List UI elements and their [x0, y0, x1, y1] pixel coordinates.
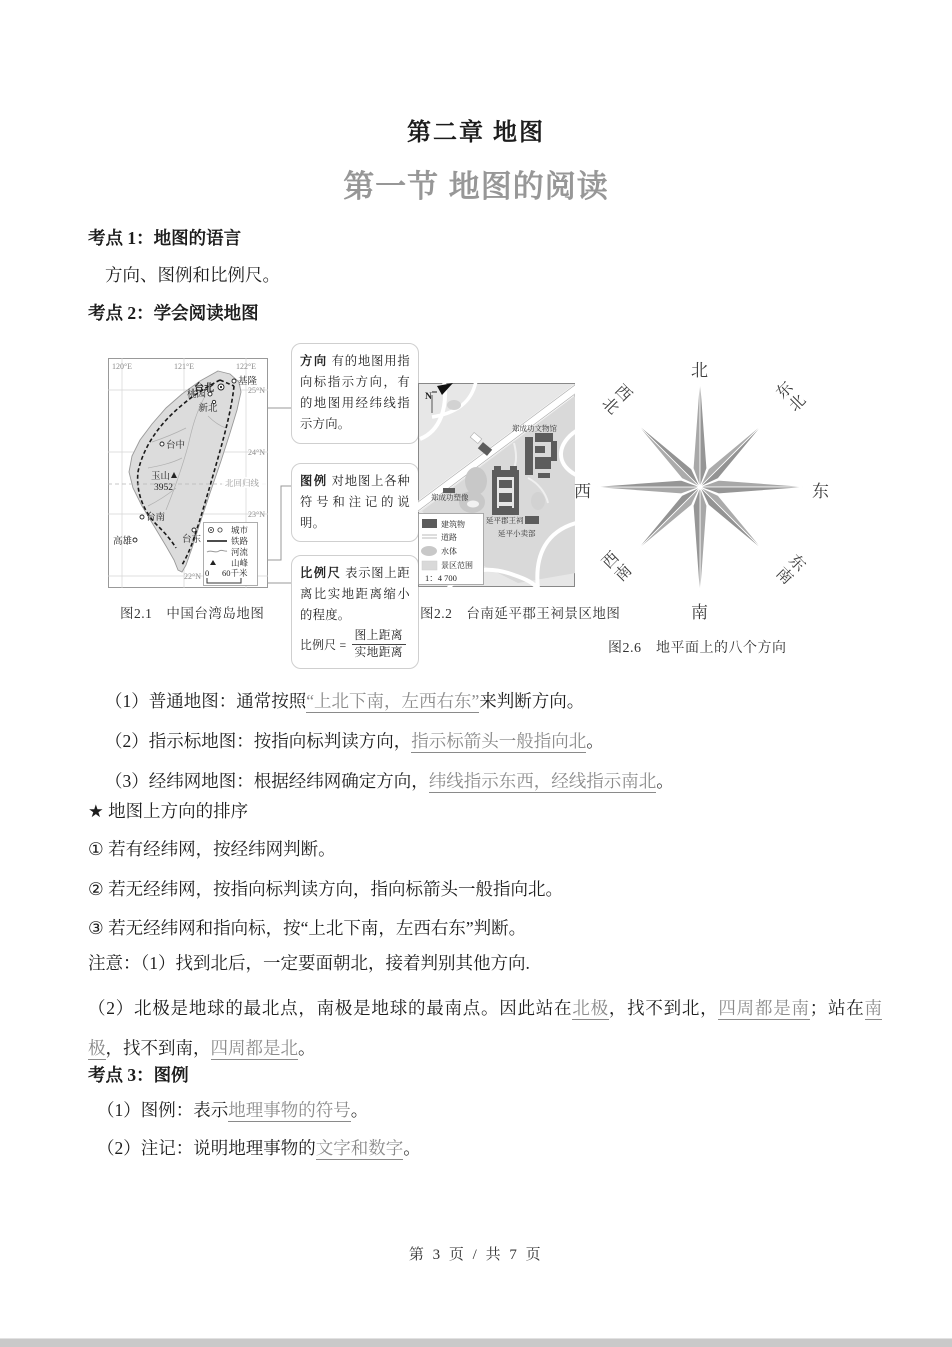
tainan-map — [418, 383, 575, 587]
rule-1-pre: （1）普通地图：通常按照 — [105, 691, 307, 711]
rule-2-pre: （2）指示标地图：按指向标判读方向， — [105, 731, 412, 751]
callout-direction — [291, 343, 419, 444]
north-letter: N — [425, 392, 432, 402]
compass-label-north: 北 — [691, 361, 708, 380]
compass-label-northwest: 西北 — [596, 379, 635, 417]
compass-label-southeast: 东南 — [770, 549, 809, 587]
label-taoyuan: 桃园 — [186, 390, 206, 400]
k3b-pre: （2）注记：说明地理事物的 — [97, 1138, 316, 1158]
legend-ratio-label: 1：4 700 — [425, 573, 457, 583]
note-2-u3: 南极 — [88, 998, 883, 1058]
kaodian2-heading: 考点 2：学会阅读地图 — [88, 303, 259, 323]
lat-24: 24°N — [248, 448, 265, 457]
note-2-u1: 北极 — [572, 998, 609, 1018]
label-shrine: 延平郡王祠 — [486, 516, 524, 525]
legend-scale-end: 60千米 — [222, 568, 248, 578]
rule-1-underlined: “上北下南，左西右东” — [306, 691, 480, 711]
kaodian3-item-2 — [88, 1135, 897, 1160]
compass-label-northeast: 东北 — [770, 379, 809, 417]
label-shop: 延平小卖部 — [498, 529, 536, 538]
label-xinbei: 新北 — [198, 404, 218, 414]
star-icon: ★ — [88, 801, 104, 821]
callout-legend — [291, 463, 419, 542]
tainan-map-legend — [419, 514, 484, 585]
note-2-u2: 四周都是南 — [718, 998, 810, 1018]
callout-direction-term: 方向 — [300, 354, 328, 368]
compass-label-south: 南 — [691, 603, 708, 622]
legend-scale-zero: 0 — [205, 568, 210, 578]
kaodian3-item-1 — [88, 1097, 897, 1122]
taiwan-map-legend — [204, 523, 258, 586]
rule-2-underlined: 指示标箭头一般指向北 — [411, 731, 587, 751]
note-1: 注意：（1）找到北后，一定要面朝北，接着判别其他方向. — [88, 953, 530, 973]
kaodian3-heading: 考点 3：图例 — [88, 1065, 189, 1085]
callout-legend-term: 图例 — [300, 474, 328, 488]
page-bottom-edge — [0, 1338, 952, 1347]
label-taipei: 台北 — [194, 383, 214, 394]
order-item-1: ① 若有经纬网，按经纬网判断。 — [88, 839, 336, 859]
compass-label-west: 西 — [574, 482, 591, 501]
k3a-underlined: 地理事物的符号 — [228, 1100, 351, 1120]
k3a-post: 。 — [350, 1100, 369, 1120]
order-heading — [88, 798, 888, 823]
lon-121: 121°E — [173, 362, 195, 371]
label-taizhong: 台中 — [166, 441, 186, 451]
k3b-underlined: 文字和数字 — [315, 1138, 404, 1158]
label-statue: 郑成功塑像 — [431, 493, 469, 502]
label-yushan: 玉山 — [150, 472, 170, 482]
compass-label-east: 东 — [812, 482, 829, 501]
callout-scale — [291, 555, 419, 669]
callout-scale-term: 比例尺 — [300, 566, 342, 580]
kaodian1-heading: 考点 1：地图的语言 — [88, 228, 242, 248]
compass-label-southwest: 西南 — [596, 549, 635, 587]
formula-lhs: 比例尺 = — [300, 637, 347, 652]
note-2 — [88, 988, 882, 1068]
legend-city-label: 城市 — [231, 525, 249, 535]
chapter-title: 第二章 地图 — [407, 120, 545, 146]
note-2-u4: 四周都是北 — [210, 1038, 298, 1058]
callout-direction-text: 有的地图用指向标指示方向，有的地图用经纬线指示方向。 — [300, 354, 410, 432]
caption-fig-2-2: 图2.2 台南延平郡王祠景区地图 — [420, 606, 621, 621]
legend-road-label: 道路 — [441, 533, 457, 542]
callout-legend-text: 对地图上各种符号和注记的说明。 — [300, 474, 410, 531]
kaodian1-body: 方向、图例和比例尺。 — [105, 265, 280, 285]
scale-formula — [300, 628, 410, 661]
legend-river-label: 河流 — [231, 547, 249, 557]
label-museum: 郑成功文物馆 — [512, 424, 557, 433]
note-2-p5: 。 — [298, 1038, 316, 1058]
legend-peak-label: 山峰 — [231, 558, 249, 568]
rule-3-pre: （3）经纬网地图：根据经纬网确定方向， — [105, 771, 429, 791]
order-item-2: ② 若无经纬网，按指向标判读方向，指向标箭头一般指向北。 — [88, 879, 564, 899]
rule-3-underlined: 纬线指示东西，经线指示南北 — [428, 771, 657, 791]
note-2-p1: （2）北极是地球的最北点，南极是地球的最南点。因此站在 — [88, 998, 573, 1018]
caption-fig-2-6: 图2.6 地平面上的八个方向 — [608, 641, 787, 656]
caption-fig-2-1: 图2.1 中国台湾岛地图 — [120, 606, 265, 621]
lat-22: 22°N — [184, 572, 201, 581]
taiwan-map — [108, 358, 268, 588]
callout-scale-text: 表示图上距离比实地距离缩小的程度。 — [300, 566, 410, 623]
formula-fraction — [352, 628, 406, 661]
order-item-3: ③ 若无经纬网和指向标，按“上北下南，左西右东”判断。 — [88, 918, 527, 938]
lon-120: 120°E — [111, 362, 133, 371]
section-title: 第一节 地图的阅读 — [343, 169, 609, 204]
rule-1 — [88, 688, 905, 713]
rule-3 — [88, 768, 905, 793]
legend-rail-label: 铁路 — [231, 536, 249, 546]
lat-23: 23°N — [248, 510, 265, 519]
note-2-p3: ；站在 — [809, 998, 865, 1018]
label-taidong: 台东 — [182, 535, 202, 545]
legend-building-label: 建筑物 — [441, 520, 465, 529]
lat-25: 25°N — [248, 386, 265, 395]
k3b-post: 。 — [403, 1138, 421, 1158]
tropic-label: 北回归线 — [225, 478, 260, 488]
label-tainan: 台南 — [146, 513, 166, 523]
note-2-p4: ，找不到南， — [105, 1038, 211, 1058]
rule-3-post: 。 — [656, 771, 674, 791]
formula-denominator: 实地距离 — [354, 645, 403, 660]
label-yushan-elev: 3952 — [154, 483, 173, 493]
label-gaoxiong: 高雄 — [112, 537, 132, 547]
lon-122: 122°E — [235, 362, 257, 371]
note-2-p2: ，找不到北， — [608, 998, 719, 1018]
rule-2 — [88, 728, 905, 753]
page-number-footer: 第 3 页 / 共 7 页 — [408, 1247, 544, 1263]
legend-area-label: 景区范围 — [441, 561, 473, 570]
label-jilong: 基隆 — [238, 377, 258, 387]
rule-1-post: 来判断方向。 — [479, 691, 585, 711]
formula-numerator: 图上距离 — [352, 628, 406, 645]
order-heading-text: 地图上方向的排序 — [108, 801, 249, 821]
rule-2-post: 。 — [586, 731, 604, 751]
k3a-pre: （1）图例：表示 — [97, 1100, 229, 1120]
legend-water-label: 水体 — [441, 547, 457, 556]
